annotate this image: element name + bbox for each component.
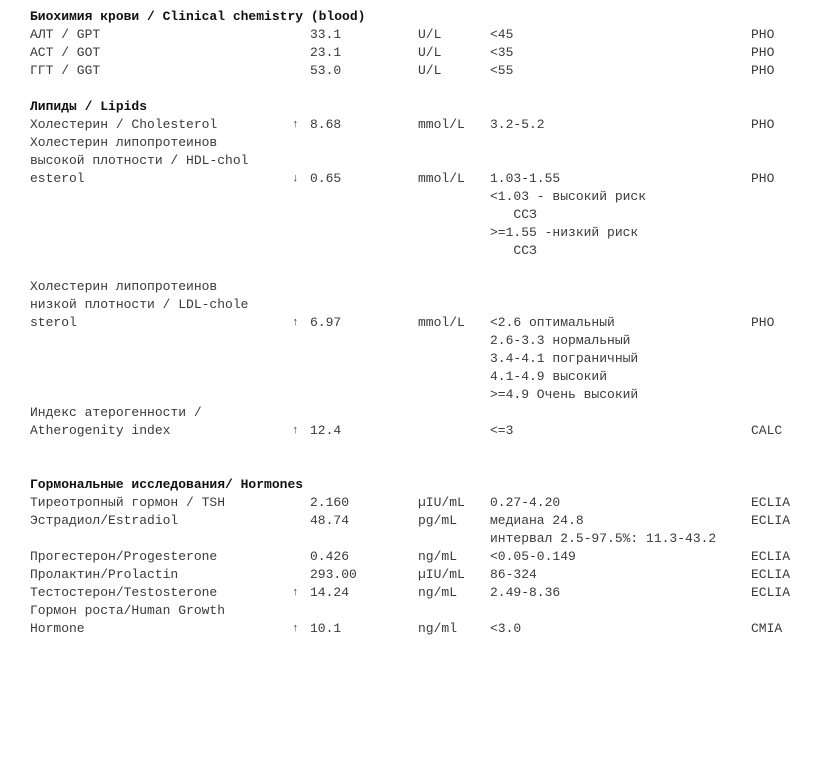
reference-note <box>30 368 810 386</box>
test-method: ECLIA <box>751 567 791 582</box>
reference-range: интервал 2.5-97.5%: 11.3-43.2 <box>490 531 717 546</box>
test-name-line <box>30 602 810 620</box>
table-row <box>30 620 810 638</box>
test-name: sterol <box>30 315 77 330</box>
reference-range: <35 <box>490 45 514 60</box>
spacer <box>30 260 810 278</box>
test-name: Прогестерон/Progesterone <box>30 549 218 564</box>
test-method: CMIA <box>751 621 783 636</box>
test-value: 23.1 <box>310 45 342 60</box>
test-name: АЛТ / GPT <box>30 27 101 42</box>
test-value: 10.1 <box>310 621 342 636</box>
test-value: 6.97 <box>310 315 342 330</box>
test-name-line <box>30 278 810 296</box>
test-unit: mmol/L <box>418 171 465 186</box>
test-method: PHO <box>751 315 775 330</box>
test-value: 53.0 <box>310 63 342 78</box>
test-name: Холестерин липопротеинов <box>30 279 218 294</box>
reference-note <box>30 224 810 242</box>
test-method: ECLIA <box>751 513 791 528</box>
arrow-up-icon: ↑ <box>292 623 299 635</box>
reference-range: <45 <box>490 27 514 42</box>
arrow-up-icon: ↑ <box>292 119 299 131</box>
reference-range: >=1.55 -низкий риск <box>490 225 639 240</box>
test-value: 12.4 <box>310 423 342 438</box>
test-unit: U/L <box>418 45 442 60</box>
reference-range: 1.03-1.55 <box>490 171 561 186</box>
test-name: высокой плотности / HDL-chol <box>30 153 249 168</box>
test-value: 0.65 <box>310 171 342 186</box>
reference-range: <=3 <box>490 423 514 438</box>
reference-note <box>30 350 810 368</box>
test-unit: ng/mL <box>418 585 458 600</box>
reference-range: 2.6-3.3 нормальный <box>490 333 631 348</box>
test-unit: mmol/L <box>418 315 465 330</box>
test-unit: U/L <box>418 27 442 42</box>
reference-range: <55 <box>490 63 514 78</box>
table-row <box>30 494 810 512</box>
table-row <box>30 584 810 602</box>
test-value: 48.74 <box>310 513 350 528</box>
reference-range: <0.05-0.149 <box>490 549 576 564</box>
test-name: Гормон роста/Human Growth <box>30 603 226 618</box>
table-row <box>30 314 810 332</box>
test-method: ECLIA <box>751 585 791 600</box>
reference-note <box>30 188 810 206</box>
reference-note <box>30 386 810 404</box>
table-row <box>30 116 810 134</box>
section-title-hormones: Гормональные исследования/ Hormones <box>30 477 304 492</box>
test-unit: ng/ml <box>418 621 458 636</box>
test-name-line <box>30 152 810 170</box>
test-value: 2.160 <box>310 495 350 510</box>
spacer <box>30 440 810 476</box>
test-name-line <box>30 134 810 152</box>
test-name: esterol <box>30 171 85 186</box>
test-method: CALC <box>751 423 783 438</box>
test-value: 0.426 <box>310 549 350 564</box>
reference-range: ССЗ <box>490 243 537 258</box>
test-name: Индекс атерогенности / <box>30 405 202 420</box>
test-unit: U/L <box>418 63 442 78</box>
test-method: PHO <box>751 117 775 132</box>
table-row <box>30 26 810 44</box>
section-title-clinical-chemistry: Биохимия крови / Clinical chemistry (blood) <box>30 9 366 24</box>
reference-range: 2.49-8.36 <box>490 585 561 600</box>
lab-report <box>30 8 810 638</box>
test-name: Холестерин / Cholesterol <box>30 117 218 132</box>
arrow-up-icon: ↑ <box>292 425 299 437</box>
reference-range: 4.1-4.9 высокий <box>490 369 608 384</box>
spacer <box>30 80 810 98</box>
test-value: 8.68 <box>310 117 342 132</box>
test-name: АСТ / GOT <box>30 45 101 60</box>
test-value: 293.00 <box>310 567 357 582</box>
arrow-up-icon: ↑ <box>292 317 299 329</box>
reference-range: 3.4-4.1 пограничный <box>490 351 639 366</box>
reference-range: <3.0 <box>490 621 522 636</box>
reference-note <box>30 242 810 260</box>
test-unit: ng/mL <box>418 549 458 564</box>
arrow-up-icon: ↑ <box>292 587 299 599</box>
reference-range: <2.6 оптимальный <box>490 315 615 330</box>
test-unit: µIU/mL <box>418 495 465 510</box>
test-method: PHO <box>751 27 775 42</box>
test-method: ECLIA <box>751 495 791 510</box>
arrow-down-icon: ↓ <box>292 173 299 185</box>
test-unit: pg/mL <box>418 513 458 528</box>
test-name: Холестерин липопротеинов <box>30 135 218 150</box>
test-name-line <box>30 296 810 314</box>
test-name-line <box>30 404 810 422</box>
reference-range: ССЗ <box>490 207 537 222</box>
test-method: PHO <box>751 45 775 60</box>
table-row <box>30 170 810 188</box>
reference-range: 86-324 <box>490 567 537 582</box>
test-name: Тестостерон/Testosterone <box>30 585 218 600</box>
table-row <box>30 548 810 566</box>
test-name: Эстрадиол/Estradiol <box>30 513 179 528</box>
table-row <box>30 44 810 62</box>
test-name: ГГТ / GGT <box>30 63 101 78</box>
test-value: 33.1 <box>310 27 342 42</box>
table-row <box>30 62 810 80</box>
test-name: низкой плотности / LDL-chole <box>30 297 249 312</box>
test-name: Пролактин/Prolactin <box>30 567 179 582</box>
test-method: PHO <box>751 171 775 186</box>
reference-range: 3.2-5.2 <box>490 117 545 132</box>
test-unit: mmol/L <box>418 117 465 132</box>
test-method: ECLIA <box>751 549 791 564</box>
reference-note <box>30 530 810 548</box>
test-name: Тиреотропный гормон / TSH <box>30 495 226 510</box>
reference-note <box>30 206 810 224</box>
test-value: 14.24 <box>310 585 350 600</box>
table-row <box>30 422 810 440</box>
reference-range: медиана 24.8 <box>490 513 584 528</box>
test-method: PHO <box>751 63 775 78</box>
test-name: Hormone <box>30 621 85 636</box>
test-unit: µIU/mL <box>418 567 465 582</box>
reference-note <box>30 332 810 350</box>
section-title-lipids: Липиды / Lipids <box>30 99 148 114</box>
reference-range: >=4.9 Очень высокий <box>490 387 639 402</box>
table-row <box>30 512 810 530</box>
table-row <box>30 566 810 584</box>
reference-range: <1.03 - высокий риск <box>490 189 647 204</box>
reference-range: 0.27-4.20 <box>490 495 561 510</box>
test-name: Atherogenity index <box>30 423 171 438</box>
